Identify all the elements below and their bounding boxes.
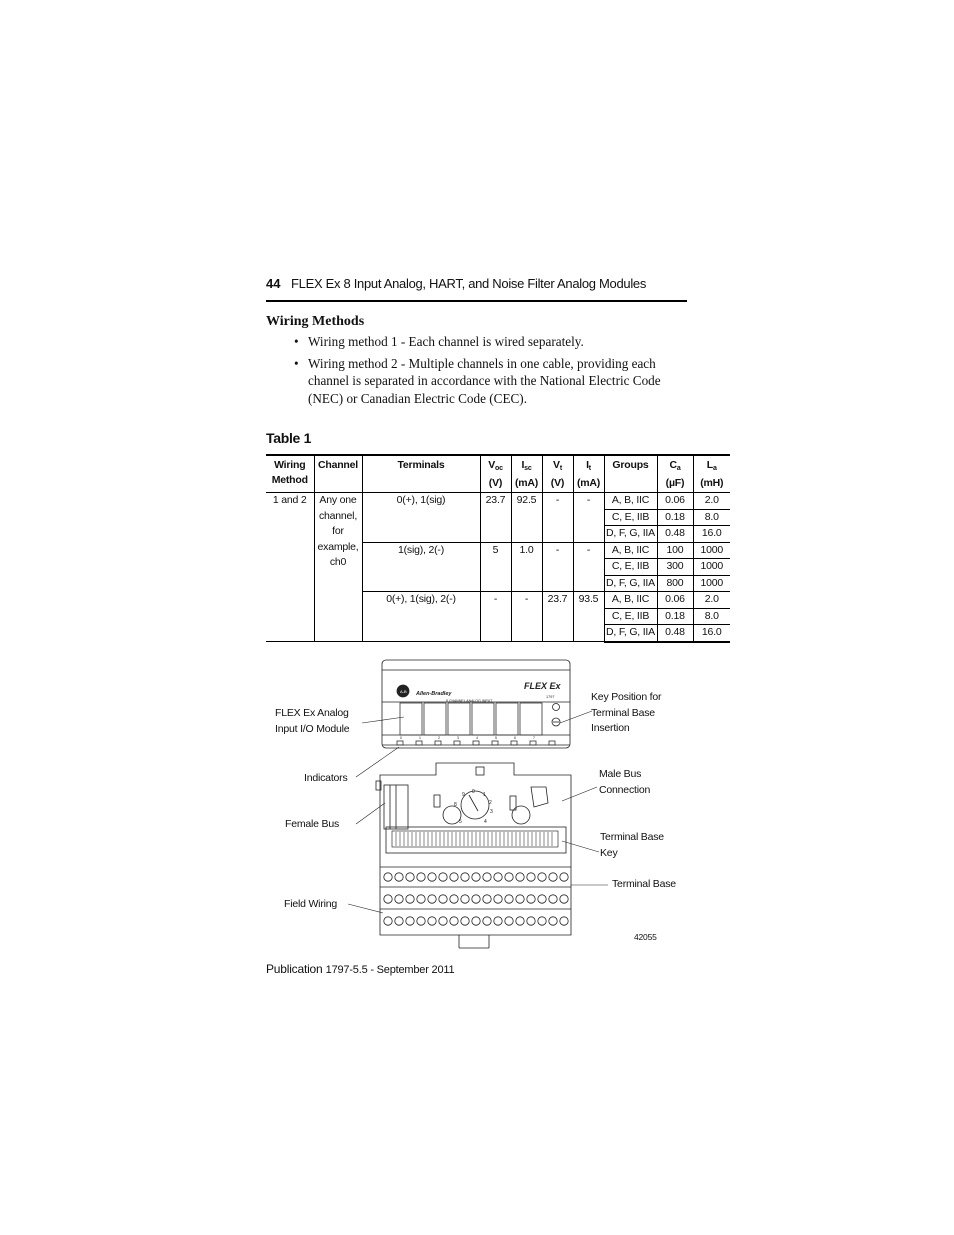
header-ca: $C_a$ (µF) [657,455,693,493]
channel-number: 1 [419,736,421,740]
label-io-module: FLEX Ex Analog Input I/O Module [275,707,350,735]
cell-wiring-method: 1 and 2 [266,493,314,642]
terminal-screws-row-2 [384,895,568,903]
cell-group: C, E, IIB [604,608,657,625]
cell-la: 8.0 [693,608,730,625]
channel-number: 4 [476,736,478,740]
dial-number: 2 [489,800,492,806]
header-it: $I_t$ (mA) [573,455,604,493]
cell-ca: 0.06 [657,592,693,609]
terminal-screws-row-3 [384,917,568,925]
entity-parameters-table [266,454,730,643]
wiring-methods-list [294,333,689,411]
list-item: • Wiring method 2 - Multiple channels in one cable, providing each channel is separated in accordance with the National Electric Code (NEC) or Canadian Electric Code (CEC). [294,355,689,408]
cell-isc: - [511,592,542,642]
svg-text:A-B: A-B [400,689,407,694]
channel-number: 7 [533,736,535,740]
cell-it: - [573,542,604,592]
cell-terminals: 1(sig), 2(-) [362,542,480,592]
header-voc: $V_{oc}$ (V) [480,455,511,493]
cell-group: A, B, IIC [604,542,657,559]
brand-text: Allen-Bradley [416,691,452,697]
cell-it: 93.5 [573,592,604,642]
label-female-bus: Female Bus [285,818,340,830]
table-row [266,493,730,510]
cell-isc: 92.5 [511,493,542,543]
cell-la: 16.0 [693,625,730,642]
cell-la: 8.0 [693,509,730,526]
table-header-row [266,455,730,493]
label-male-bus: Male Bus Connection [599,768,651,796]
cell-ca: 800 [657,575,693,592]
cell-group: D, F, G, IIA [604,526,657,543]
header-isc: $I_{sc}$ (mA) [511,455,542,493]
cell-group: A, B, IIC [604,493,657,510]
page-header [266,276,687,302]
cell-vt: - [542,493,573,543]
cell-ca: 100 [657,542,693,559]
footer-label: Publication [266,962,323,976]
cell-voc: - [480,592,511,642]
terminal-base-drawing [376,763,571,948]
cell-ca: 0.18 [657,509,693,526]
cell-vt: 23.7 [542,592,573,642]
channel-number: 0 [400,736,402,740]
cell-group: C, E, IIB [604,559,657,576]
section-heading: Wiring Methods [266,314,365,329]
cell-la: 1000 [693,575,730,592]
label-terminal-base: Terminal Base [612,878,676,890]
cell-ca: 0.06 [657,493,693,510]
bus-connector-pins [396,832,552,846]
terminal-screws-row-1 [384,873,568,881]
table-title: Table 1 [266,430,312,446]
publication-number: 1797-5.5 - September 2011 [325,964,455,976]
module-diagram [266,655,696,955]
channel-number: 3 [457,736,459,740]
cell-group: A, B, IIC [604,592,657,609]
figure-number: 42055 [634,932,657,942]
channel-number: 5 [495,736,497,740]
page-footer [266,962,454,976]
label-field-wiring: Field Wiring [284,898,338,910]
cell-channel: Any one channel, for example, ch0 [314,493,362,642]
module-text: 8 CHANNEL ANALOG INPUT [446,699,493,703]
cell-ca: 0.48 [657,625,693,642]
flex-ex-logo: FLEX Ex [524,681,561,691]
cell-ca: 300 [657,559,693,576]
cell-terminals: 0(+), 1(sig) [362,493,480,543]
cell-la: 16.0 [693,526,730,543]
cell-voc: 23.7 [480,493,511,543]
header-wiring-method: Wiring Method [266,455,314,493]
indicator-leds [397,741,555,745]
dial-number: 5 [459,819,462,825]
header-terminals: Terminals [362,455,480,493]
channel-number: 2 [438,736,440,740]
channel-number: 6 [514,736,516,740]
cell-group: D, F, G, IIA [604,575,657,592]
catalog-text: 1797 [546,695,555,699]
label-terminal-base-key: Terminal Base Key [600,831,664,859]
cell-isc: 1.0 [511,542,542,592]
running-title: FLEX Ex 8 Input Analog, HART, and Noise Filter Analog Modules [291,276,647,291]
cell-vt: - [542,542,573,592]
io-module-drawing [382,660,570,748]
page-number: 44 [266,276,281,291]
header-channel: Channel [314,455,362,493]
header-vt: $V_t$ (V) [542,455,573,493]
cell-voc: 5 [480,542,511,592]
header-la: $L_a$ (mH) [693,455,730,493]
header-groups: Groups [604,455,657,493]
dial-number: 9 [462,792,465,798]
cell-ca: 0.48 [657,526,693,543]
list-item: • Wiring method 1 - Each channel is wired separately. [294,333,689,351]
dial-number: 1 [483,792,486,798]
dial-number: 3 [490,809,493,815]
cell-la: 2.0 [693,592,730,609]
dial-number: 0 [472,789,475,795]
cell-ca: 0.18 [657,608,693,625]
label-indicators: Indicators [304,772,348,784]
cell-la: 1000 [693,542,730,559]
label-key-position: Key Position for Terminal Base Insertion [591,691,662,734]
cell-terminals: 0(+), 1(sig), 2(-) [362,592,480,642]
dial-number: 8 [454,802,457,808]
cell-la: 2.0 [693,493,730,510]
cell-la: 1000 [693,559,730,576]
cell-group: D, F, G, IIA [604,625,657,642]
dial-number: 4 [484,819,487,825]
cell-it: - [573,493,604,543]
cell-group: C, E, IIB [604,509,657,526]
